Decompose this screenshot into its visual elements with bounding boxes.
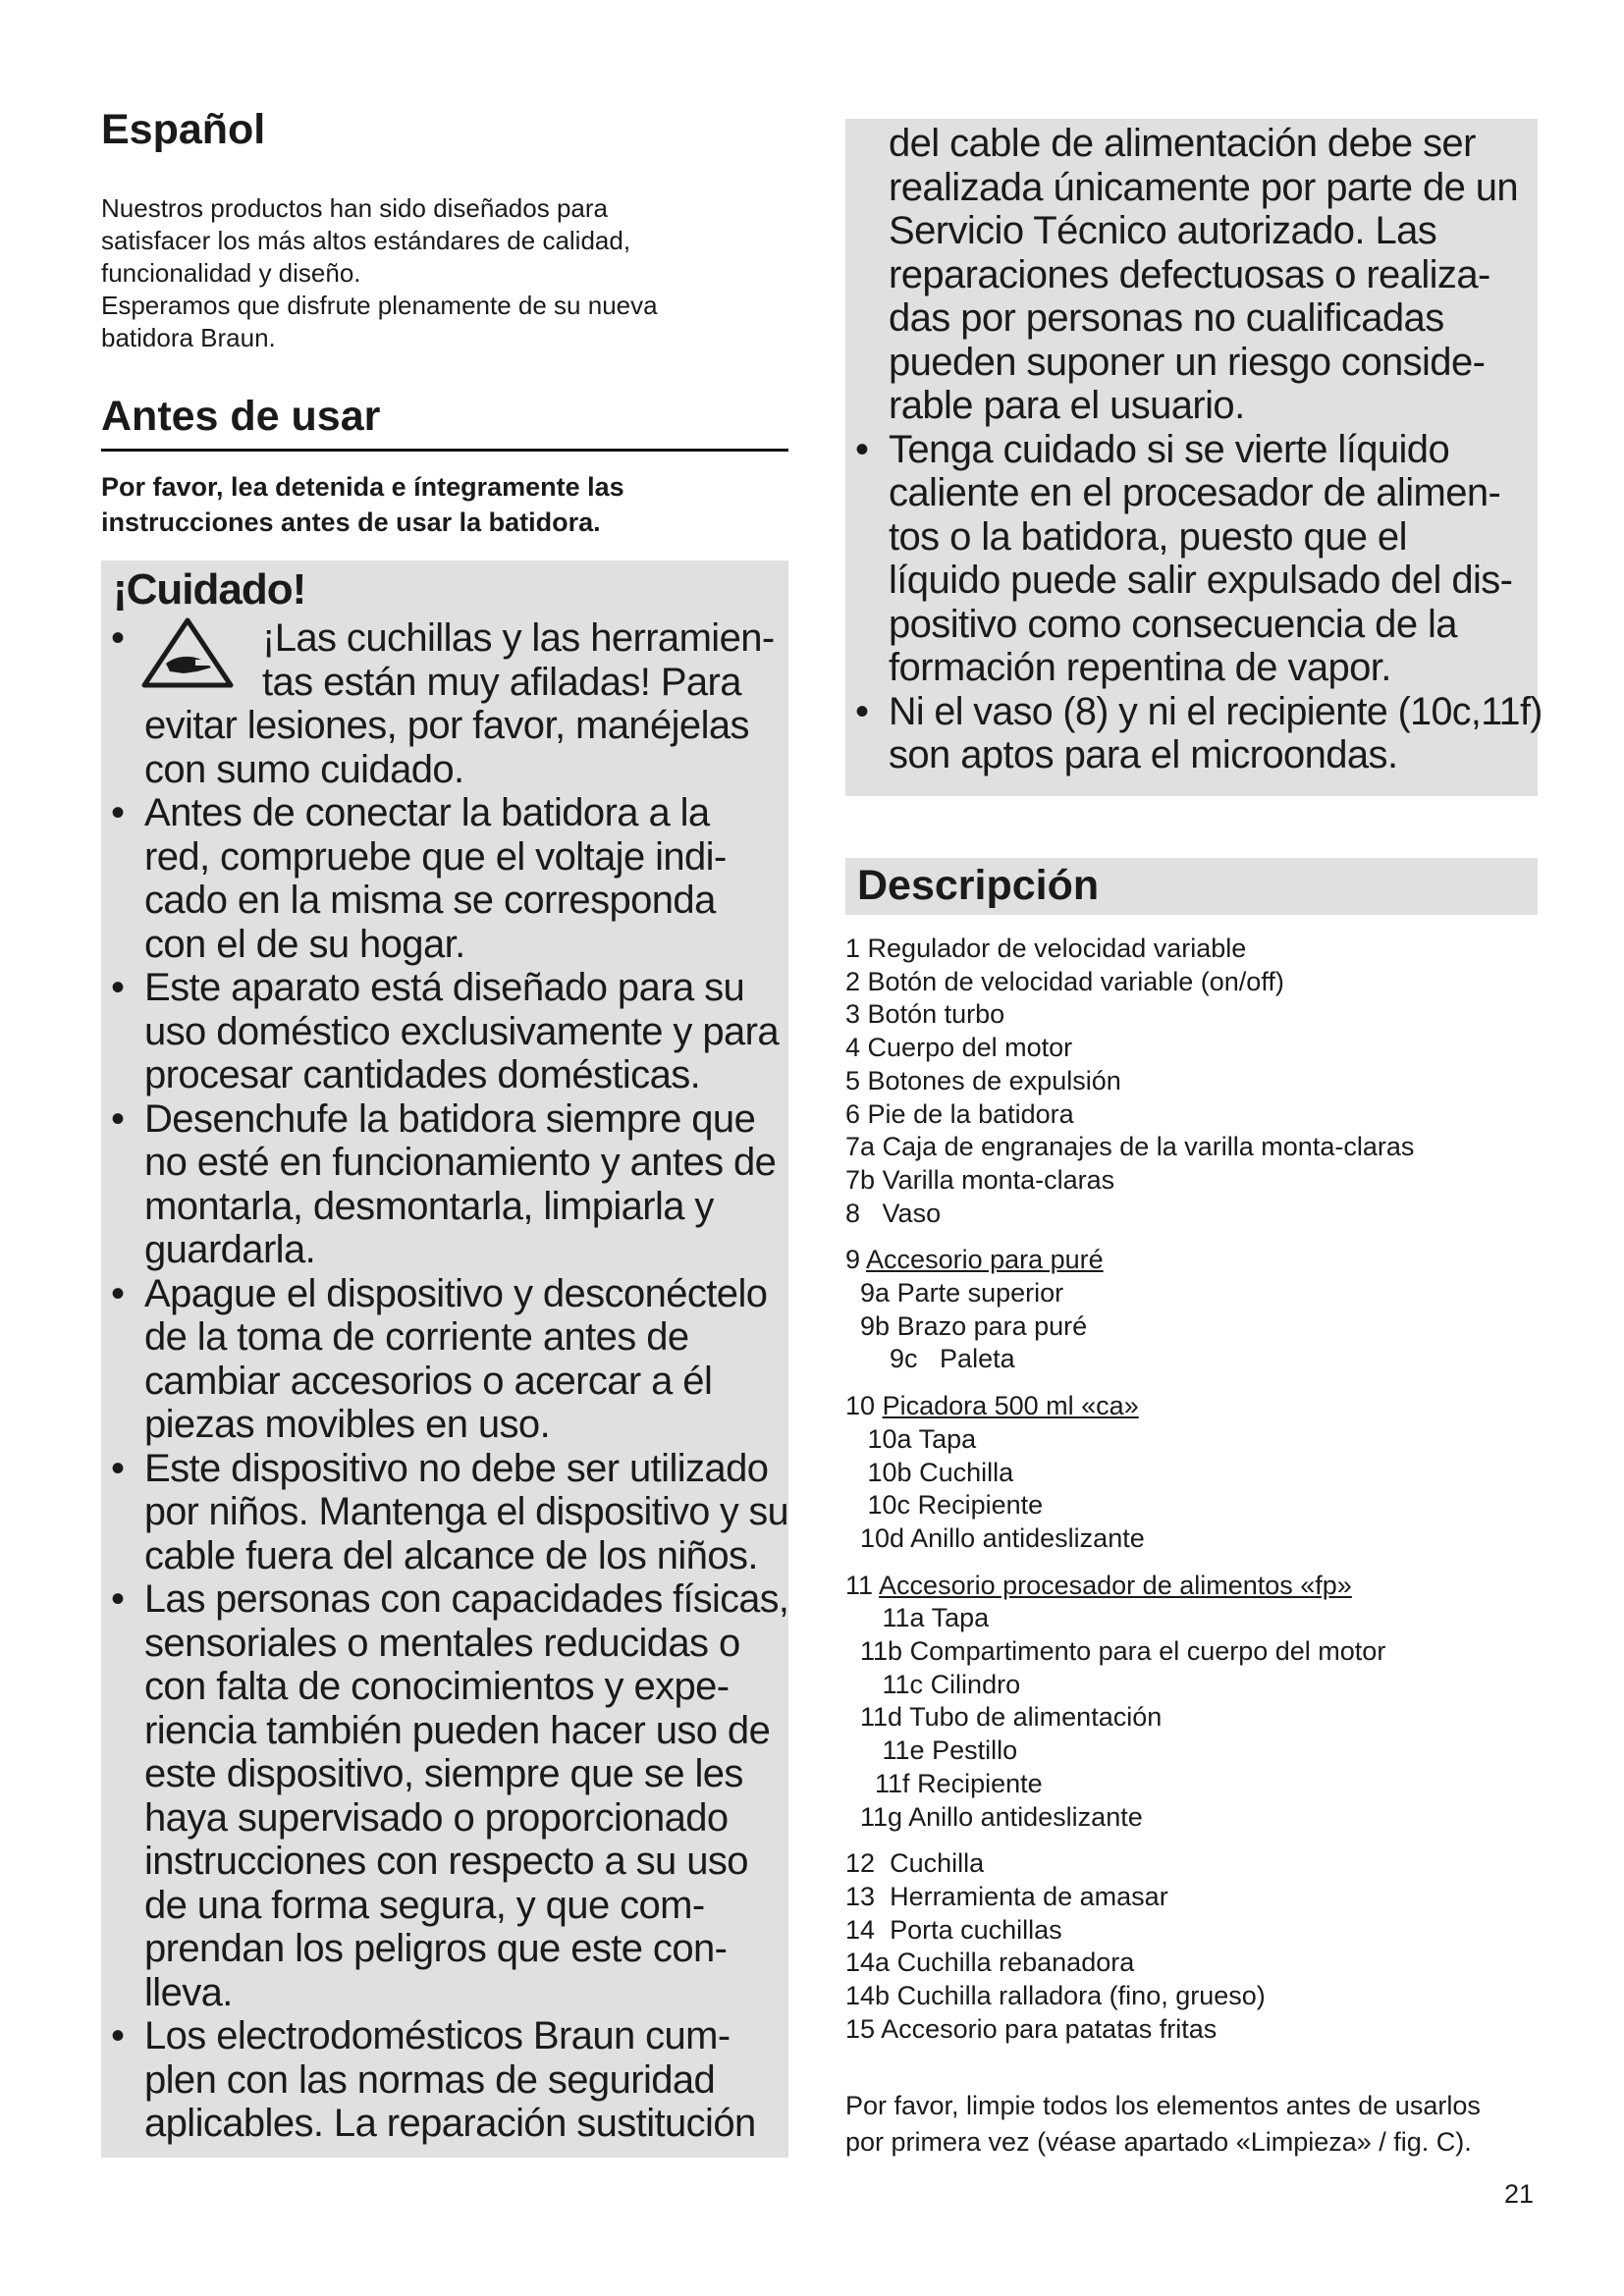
part-number: 11e: [845, 1735, 925, 1766]
part-number: 11f: [845, 1768, 910, 1798]
part-label: Tubo de alimentación: [909, 1702, 1163, 1733]
warning-item: [111, 2014, 788, 2146]
part-row: [845, 933, 1552, 966]
part-row: [845, 1164, 1552, 1198]
part-row: [845, 1423, 1552, 1457]
part-row: [845, 1701, 1552, 1735]
part-label: Porta cuchillas: [882, 1914, 1062, 1945]
bullet: •: [111, 1577, 125, 1621]
part-number: 9c: [845, 1344, 918, 1374]
part-label: Anillo antideslizante: [908, 1801, 1143, 1832]
part-number: 9b: [845, 1310, 891, 1341]
warning-line: del cable de alimentación debe ser: [889, 122, 1476, 165]
warning-line: con sumo cuidado.: [144, 747, 464, 791]
warning-item: [111, 791, 788, 966]
warning-list-right: [855, 122, 1543, 777]
warning-continuation: [855, 122, 1543, 428]
list-gap: [845, 1556, 1552, 1570]
warning-line: de la toma de corriente antes de: [144, 1315, 689, 1359]
part-label: Brazo para puré: [896, 1310, 1088, 1341]
part-number: 10c: [845, 1490, 911, 1521]
warning-line: Tenga cuidado si se vierte líquido: [889, 427, 1450, 471]
part-label: Recipiente: [917, 1768, 1043, 1798]
list-gap: [845, 1834, 1552, 1847]
part-row: [845, 1881, 1552, 1914]
part-row: [845, 1980, 1552, 2013]
section-heading-descripcion: Descripción: [857, 862, 1100, 909]
warning-line: Las personas con capacidades físicas,: [144, 1577, 789, 1621]
warning-item: [111, 1447, 788, 1578]
part-row: [845, 1032, 1552, 1065]
part-number: 13: [845, 1881, 876, 1911]
part-number: 9: [845, 1245, 861, 1275]
warning-line: das por personas no cualificadas: [889, 296, 1444, 340]
warning-line: de una forma segura, y que com-: [144, 1883, 705, 1927]
warning-line: Este aparato está diseñado para su: [144, 966, 745, 1009]
part-row: [845, 1947, 1552, 1980]
part-label: Accesorio procesador de alimentos «fp»: [879, 1570, 1352, 1600]
part-row: [845, 1570, 1552, 1603]
part-number: 3: [845, 999, 861, 1030]
warning-item: [855, 428, 1543, 690]
warning-line: red, compruebe que el voltaje indi-: [144, 834, 727, 879]
part-row: [845, 1522, 1552, 1556]
warning-title: ¡Cuidado!: [113, 565, 306, 614]
warning-line: reparaciones defectuosas o realiza-: [889, 252, 1490, 296]
warning-line: cambiar accesorios o acercar a él: [144, 1359, 713, 1403]
part-label: Botones de expulsión: [867, 1065, 1121, 1095]
warning-line: realizada únicamente por parte de un: [889, 165, 1519, 209]
intro-line: satisfacer los más altos estándares de calidad,: [101, 226, 631, 255]
warning-line: líquido puede salir expulsado del dis-: [889, 559, 1513, 602]
bullet: •: [111, 1446, 125, 1490]
part-label: Pie de la batidora: [867, 1098, 1074, 1129]
warning-line: piezas movibles en uso.: [144, 1403, 551, 1446]
part-row: [845, 1198, 1552, 1231]
parts-list: [845, 933, 1552, 2047]
warning-line: Ni el vaso (8) y ni el recipiente (10c,11f): [889, 689, 1543, 733]
part-label: Cuchilla rebanadora: [896, 1948, 1135, 1978]
warning-item: [111, 1577, 788, 2014]
warning-line: evitar lesiones, por favor, manéjelas: [144, 704, 749, 747]
part-label: Herramienta de amasar: [882, 1881, 1168, 1911]
part-number: 5: [845, 1065, 861, 1095]
warning-line: no esté en funcionamiento y antes de: [144, 1141, 777, 1184]
warning-line: Apague el dispositivo y desconéctelo: [144, 1271, 768, 1315]
part-row: [845, 1669, 1552, 1702]
part-label: Anillo antideslizante: [910, 1522, 1145, 1553]
part-row: [845, 1244, 1552, 1277]
part-number: 11: [845, 1570, 874, 1600]
warning-line: Desenchufe la batidora siempre que: [144, 1096, 756, 1141]
warning-line: con el de su hogar.: [144, 922, 465, 966]
warning-item: [111, 1097, 788, 1272]
part-row: [845, 1098, 1552, 1132]
warning-line: este dispositivo, siempre que se les: [144, 1752, 743, 1795]
part-number: 10d: [845, 1522, 905, 1553]
part-label: Pestillo: [932, 1735, 1018, 1766]
warning-line: rable para el usuario.: [889, 384, 1245, 427]
intro-text: [101, 192, 788, 354]
part-label: Botón de velocidad variable (on/off): [867, 966, 1284, 996]
warning-line: Antes de conectar la batidora a la: [144, 791, 710, 834]
part-label: Cuchilla ralladora (fino, grueso): [896, 1981, 1266, 2011]
part-label: Vaso: [867, 1198, 942, 1228]
warning-item: [111, 966, 788, 1097]
part-number: 6: [845, 1098, 861, 1129]
part-number: 14: [845, 1914, 876, 1945]
part-row: [845, 1735, 1552, 1768]
warning-line: lleva.: [144, 1970, 233, 2014]
part-label: Paleta: [925, 1344, 1015, 1374]
part-label: Cuchilla: [882, 1848, 985, 1879]
part-number: 15: [845, 2013, 876, 2044]
part-number: 11c: [845, 1669, 924, 1699]
bullet: •: [111, 966, 125, 1009]
warning-item: [111, 616, 788, 791]
warning-line: ¡Las cuchillas y las herramien-: [262, 616, 775, 660]
part-row: [845, 966, 1552, 999]
part-row: [845, 1635, 1552, 1669]
part-number: 8: [845, 1198, 861, 1228]
list-gap: [845, 1376, 1552, 1390]
list-gap: [845, 1230, 1552, 1244]
warning-line: tos o la batidora, puesto que el: [889, 514, 1407, 559]
part-row: [845, 1310, 1552, 1344]
bullet: •: [111, 616, 125, 660]
note-line: Por favor, lea detenida e íntegramente las: [101, 472, 624, 502]
part-row: [845, 2013, 1552, 2047]
warning-list-left: [111, 616, 788, 2146]
part-label: Parte superior: [896, 1278, 1064, 1308]
warning-line: tas están muy afiladas! Para: [262, 660, 741, 704]
section-heading-antes-de-usar: Antes de usar: [101, 393, 381, 440]
warning-line: Este dispositivo no debe ser utilizado: [144, 1446, 769, 1490]
part-row: [845, 1457, 1552, 1490]
part-label: Varilla monta-claras: [882, 1164, 1115, 1195]
warning-line: con falta de conocimientos y expe-: [144, 1665, 730, 1708]
bullet: •: [111, 791, 125, 834]
part-number: 11g: [845, 1801, 903, 1832]
warning-line: uso doméstico exclusivamente y para: [144, 1009, 779, 1053]
part-row: [845, 1847, 1552, 1881]
warning-line: riencia también pueden hacer uso de: [144, 1708, 771, 1752]
part-label: Cuchilla: [919, 1457, 1014, 1487]
part-row: [845, 1602, 1552, 1635]
part-number: 7b: [845, 1164, 876, 1195]
part-label: Cilindro: [930, 1669, 1021, 1699]
warning-line: por niños. Mantenga el dispositivo y su: [144, 1490, 788, 1533]
warning-line: aplicables. La reparación sustitución: [144, 2102, 756, 2145]
warning-line: cado en la misma se corresponda: [144, 879, 716, 922]
part-number: 14b: [845, 1981, 891, 2011]
warning-item: [111, 1272, 788, 1447]
warning-line: sensoriales o mentales reducidas o: [144, 1621, 740, 1665]
bullet: •: [111, 1271, 125, 1315]
warning-line: montarla, desmontarla, limpiarla y: [144, 1184, 714, 1228]
intro-line: Nuestros productos han sido diseñados para: [101, 193, 608, 223]
part-row: [845, 1343, 1552, 1376]
part-row: [845, 1131, 1552, 1164]
part-number: 11d: [845, 1702, 903, 1733]
part-row: [845, 1801, 1552, 1835]
page-number: 21: [1504, 2179, 1535, 2209]
bullet: •: [855, 689, 869, 733]
warning-line: guardarla.: [144, 1228, 316, 1271]
part-label: Tapa: [918, 1423, 977, 1454]
part-number: 10a: [845, 1423, 912, 1454]
warning-line: son aptos para el microondas.: [889, 733, 1398, 776]
bullet: •: [111, 1096, 125, 1141]
warning-line: formación repentina de vapor.: [889, 646, 1391, 689]
part-row: [845, 1914, 1552, 1948]
warning-line: plen con las normas de seguridad: [144, 2057, 716, 2102]
note-line: Por favor, limpie todos los elementos antes de usarlos: [845, 2091, 1481, 2120]
warning-line: pueden suponer un riesgo conside-: [889, 340, 1486, 384]
intro-line: Esperamos que disfrute plenamente de su nueva: [101, 291, 658, 320]
warning-line: procesar cantidades domésticas.: [144, 1053, 701, 1096]
part-number: 14a: [845, 1948, 891, 1978]
part-label: Tapa: [931, 1603, 990, 1633]
warning-line: positivo como consecuencia de la: [889, 602, 1457, 646]
hand-warning-icon: [140, 616, 235, 691]
part-number: 10b: [845, 1457, 912, 1487]
part-row: [845, 1489, 1552, 1522]
bullet: •: [855, 427, 869, 471]
part-number: 11b: [845, 1636, 903, 1667]
language-heading: Español: [101, 106, 266, 153]
part-number: 7a: [845, 1132, 876, 1162]
warning-line: Servicio Técnico autorizado. Las: [889, 209, 1437, 252]
warning-line: cable fuera del alcance de los niños.: [144, 1533, 758, 1577]
intro-line: batidora Braun.: [101, 323, 276, 352]
part-label: Botón turbo: [867, 999, 1005, 1030]
part-label: Regulador de velocidad variable: [867, 934, 1247, 963]
cleaning-note: [845, 2088, 1552, 2161]
note-line: instrucciones antes de usar la batidora.: [101, 507, 601, 537]
part-row: [845, 1390, 1552, 1423]
part-label: Picadora 500 ml «ca»: [882, 1391, 1139, 1421]
warning-line: prendan los peligros que este con-: [144, 1927, 728, 1970]
part-label: Compartimento para el cuerpo del motor: [909, 1636, 1386, 1667]
part-number: 10: [845, 1391, 876, 1421]
warning-item: [855, 690, 1543, 777]
warning-line: caliente en el procesador de alimen-: [889, 471, 1501, 514]
part-label: Accesorio para puré: [866, 1245, 1104, 1275]
part-row: [845, 1768, 1552, 1801]
part-label: Caja de engranajes de la varilla monta-claras: [882, 1132, 1415, 1162]
part-number: 1: [845, 934, 861, 963]
part-row: [845, 998, 1552, 1032]
warning-line: Los electrodomésticos Braun cum-: [144, 2014, 731, 2057]
part-number: 2: [845, 966, 861, 996]
part-label: Accesorio para patatas fritas: [881, 2013, 1218, 2044]
warning-line: haya supervisado o proporcionado: [144, 1795, 729, 1840]
part-row: [845, 1277, 1552, 1310]
warning-line: instrucciones con respecto a su uso: [144, 1840, 748, 1883]
part-number: 12: [845, 1848, 876, 1879]
part-label: Recipiente: [917, 1490, 1044, 1521]
note-line: por primera vez (véase apartado «Limpieza» / fig. C).: [845, 2127, 1472, 2157]
part-number: 9a: [845, 1278, 891, 1308]
bullet: •: [111, 2014, 125, 2057]
part-number: 4: [845, 1033, 861, 1063]
read-instructions-note: [101, 469, 788, 540]
part-number: 11a: [845, 1603, 925, 1633]
intro-line: funcionalidad y diseño.: [101, 258, 361, 288]
part-row: [845, 1065, 1552, 1098]
section-rule: [101, 449, 788, 452]
part-label: Cuerpo del motor: [867, 1033, 1073, 1063]
